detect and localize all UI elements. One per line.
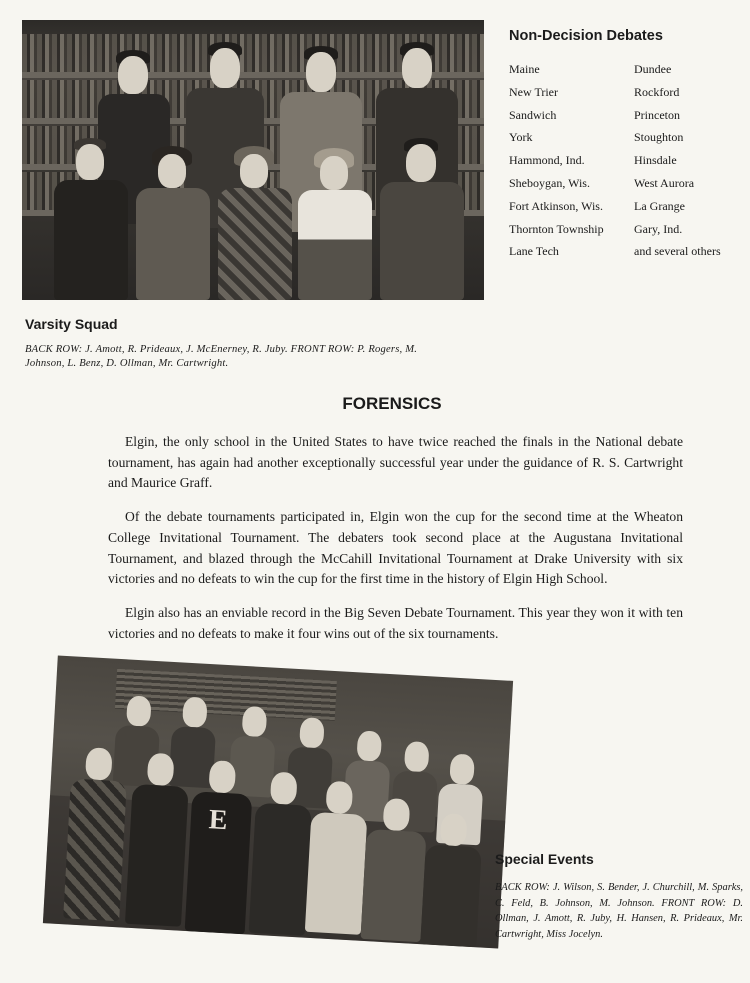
school-name: Stoughton	[634, 130, 684, 145]
school-name: Gary, Ind.	[634, 221, 683, 236]
list-item	[509, 195, 749, 218]
school-name: Thornton Township	[509, 221, 604, 236]
school-name: and several others	[634, 244, 721, 259]
school-name: New Trier	[509, 84, 559, 99]
varsity-squad-title: Varsity Squad	[25, 316, 118, 332]
person	[294, 148, 376, 300]
list-item	[509, 126, 749, 149]
list-item	[509, 58, 749, 81]
list-item	[509, 172, 749, 195]
school-name: Hinsdale	[634, 153, 677, 168]
list-item	[509, 240, 749, 263]
non-decision-debates-title: Non-Decision Debates	[509, 28, 663, 44]
paragraph: Elgin, the only school in the United States to have twice reached the finals in the National debate tournament, has again had another exceptionally successful year under the guidance of R. S. Cartwright and Maurice Graff.	[108, 434, 683, 491]
varsity-squad-photo	[22, 20, 484, 300]
list-item	[509, 149, 749, 172]
person	[132, 146, 214, 300]
paragraph: Elgin also has an enviable record in the Big Seven Debate Tournament. This year they won it with ten victories and no defeats to make it four wins out of the six tournaments.	[108, 604, 683, 641]
school-name: West Aurora	[634, 175, 695, 190]
forensics-article	[108, 432, 683, 657]
special-events-photo	[43, 655, 513, 948]
school-name: Sandwich	[509, 107, 557, 122]
list-item	[509, 218, 749, 241]
school-name: Dundee	[634, 62, 672, 76]
school-name: Hammond, Ind.	[509, 153, 585, 168]
school-name: Lane Tech	[509, 244, 559, 259]
list-item	[509, 104, 749, 127]
school-name: Rockford	[634, 84, 680, 99]
school-name: York	[509, 130, 533, 145]
school-name: Princeton	[634, 107, 680, 122]
school-name: Sheboygan, Wis.	[509, 175, 590, 190]
person	[50, 138, 132, 300]
varsity-squad-caption: BACK ROW: J. Amott, R. Prideaux, J. McEnerney, R. Juby. FRONT ROW: P. Rogers, M. Johnson, L. Benz, D. Ollman, Mr. Cartwright.	[25, 344, 418, 369]
special-events-caption: BACK ROW: J. Wilson, S. Bender, J. Churchill, M. Sparks, C. Feld, B. Johnson, M. Johnson. FRONT ROW: D. Ollman, J. Amott, R. Juby, H. Hansen, R. Prideaux, Mr. Cartwright, Miss Jocelyn.	[495, 882, 743, 940]
forensics-title: FORENSICS	[342, 394, 442, 413]
non-decision-debates-list	[509, 58, 749, 263]
paragraph: Of the debate tournaments participated in, Elgin won the cup for the second time at the Wheaton College Invitational Tournament. The debaters took second place at the Augustana Invitational Tournament, and blazed through the McCahill Invitational Tournament at Drake University with six victories and no defeats to win the cup for the first time in the history of Elgin High School.	[108, 509, 683, 587]
list-item	[509, 81, 749, 104]
person	[214, 146, 296, 300]
school-name: Fort Atkinson, Wis.	[509, 198, 603, 213]
person	[376, 138, 468, 300]
sweater-letter: E	[208, 804, 229, 837]
school-name: Maine	[509, 62, 540, 76]
school-name: La Grange	[634, 198, 685, 213]
special-events-title: Special Events	[495, 851, 594, 867]
